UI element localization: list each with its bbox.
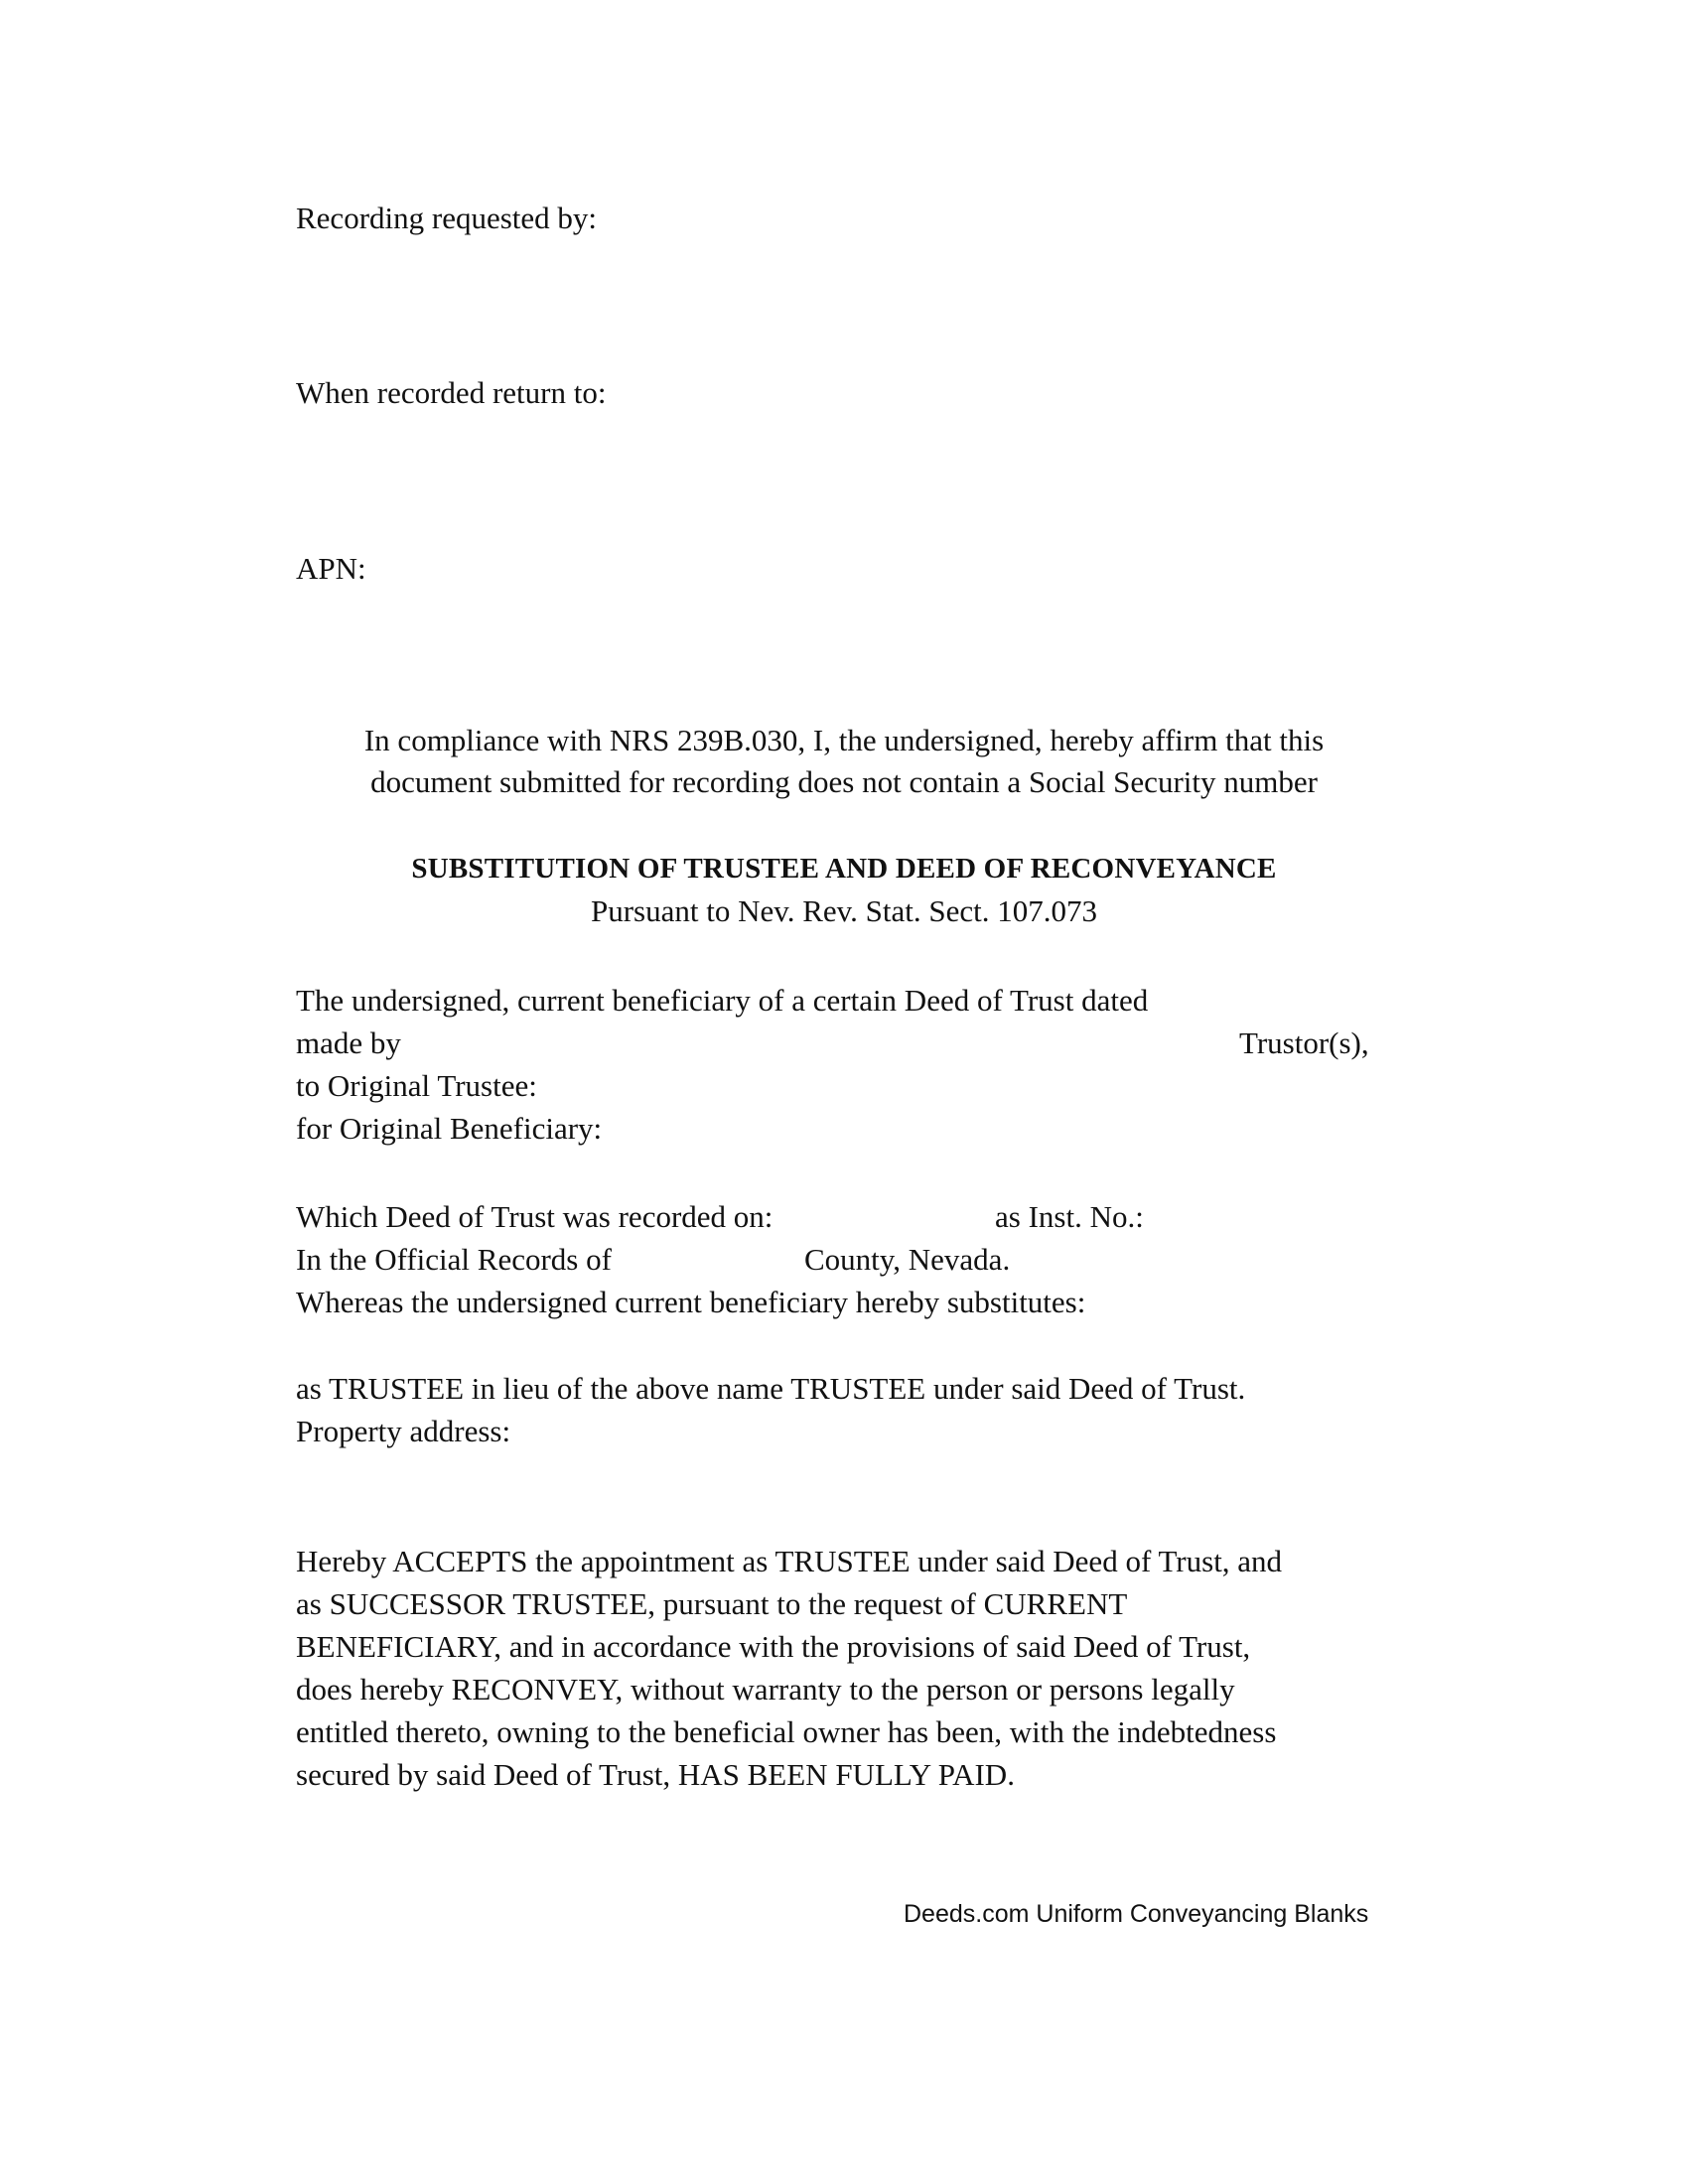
- acceptance-line-2: as SUCCESSOR TRUSTEE, pursuant to the request of CURRENT: [296, 1586, 1128, 1621]
- original-beneficiary-label: for Original Beneficiary:: [296, 1111, 603, 1146]
- property-address-label: Property address:: [296, 1414, 511, 1448]
- footer-brand: Deeds.com Uniform Conveyancing Blanks: [904, 1900, 1369, 1928]
- acceptance-line-5: entitled thereto, owning to the beneficial owner has been, with the indebtedness: [296, 1714, 1277, 1749]
- county-label: County, Nevada.: [804, 1242, 1011, 1277]
- trustee-in-lieu-line: as TRUSTEE in lieu of the above name TRUSTEE under said Deed of Trust.: [296, 1371, 1246, 1406]
- document-title: SUBSTITUTION OF TRUSTEE AND DEED OF RECONVEYANCE: [411, 853, 1277, 885]
- inst-no-label: as Inst. No.:: [995, 1199, 1144, 1234]
- acceptance-line-1: Hereby ACCEPTS the appointment as TRUSTEE under said Deed of Trust, and: [296, 1544, 1283, 1578]
- apn-label: APN:: [296, 551, 366, 586]
- original-trustee-label: to Original Trustee:: [296, 1068, 537, 1103]
- trustors-label: Trustor(s),: [1239, 1025, 1369, 1060]
- acceptance-line-6: secured by said Deed of Trust, HAS BEEN FULLY PAID.: [296, 1757, 1015, 1792]
- document-subtitle: Pursuant to Nev. Rev. Stat. Sect. 107.073: [590, 893, 1098, 928]
- deed-of-trust-intro: The undersigned, current beneficiary of a certain Deed of Trust dated: [296, 983, 1149, 1018]
- when-recorded-return-to-label: When recorded return to:: [296, 375, 607, 410]
- recorded-on-label: Which Deed of Trust was recorded on:: [296, 1199, 774, 1234]
- substitutes-label: Whereas the undersigned current beneficiary hereby substitutes:: [296, 1285, 1086, 1319]
- acceptance-line-4: does hereby RECONVEY, without warranty to the person or persons legally: [296, 1672, 1235, 1706]
- acceptance-line-3: BENEFICIARY, and in accordance with the provisions of said Deed of Trust,: [296, 1629, 1251, 1664]
- affirmation-line-1: In compliance with NRS 239B.030, I, the undersigned, hereby affirm that this: [363, 723, 1325, 757]
- made-by-label: made by: [296, 1025, 401, 1060]
- recording-requested-by-label: Recording requested by:: [296, 201, 598, 235]
- official-records-label: In the Official Records of: [296, 1242, 612, 1277]
- affirmation-line-2: document submitted for recording does not contain a Social Security number: [370, 764, 1318, 799]
